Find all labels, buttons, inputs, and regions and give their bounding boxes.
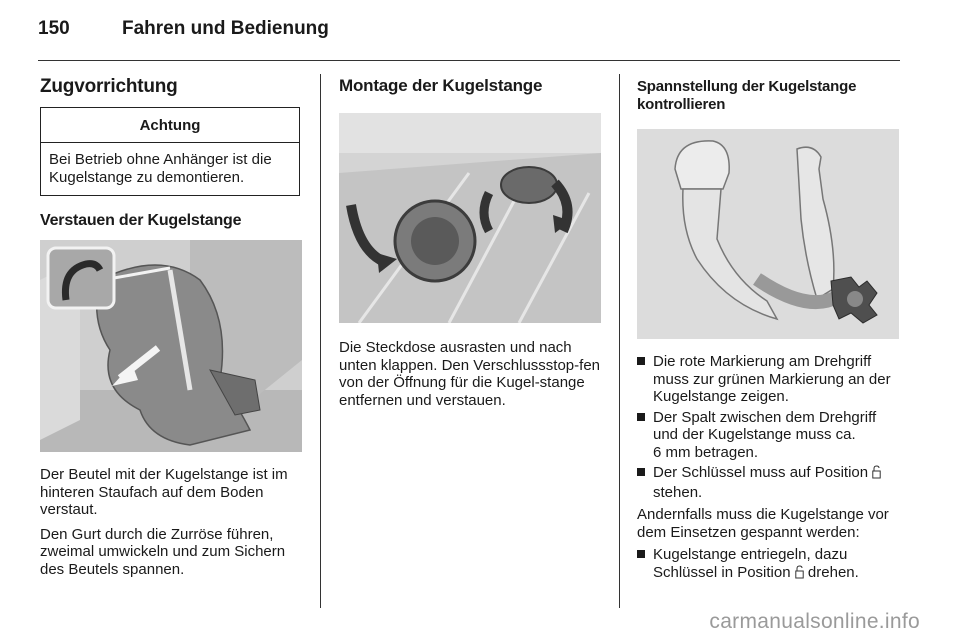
figure-socket-mount: [339, 113, 601, 323]
warning-text: Bei Betrieb ohne Anhänger ist die Kugelstange zu demontieren.: [49, 151, 272, 186]
watermark: carmanualsonline.info: [709, 610, 920, 633]
subsection-title: Verstauen der Kugelstange: [40, 212, 242, 229]
paragraph-3: Die Steckdose ausrasten und nach unten klappen. Den Verschlussstop-fen von der Öffnung für die Kugel-stange entfernen und verstauen.: [339, 339, 600, 409]
list-item-text-end: drehen.: [807, 563, 859, 581]
list-item-text: Kugelstange entriegeln, dazu Schlüssel in Position: [653, 546, 848, 581]
chapter-title: Fahren und Bedienung: [122, 18, 329, 39]
column-3: [637, 70, 901, 583]
check-list: [637, 353, 901, 501]
list-item: [637, 409, 901, 462]
column-divider-2: [619, 74, 620, 608]
open-lock-icon: [872, 465, 881, 484]
list-item-text: Der Schlüssel muss auf Position: [653, 464, 869, 481]
section-title-3-line-1: Spannstellung der Kugelstange: [637, 78, 857, 95]
page-header: [38, 18, 329, 40]
list-item: [637, 464, 901, 501]
action-list: [637, 546, 901, 583]
paragraph-4: Andernfalls muss die Kugelstange vor dem Einsetzen gespannt werden:: [637, 506, 889, 541]
list-item: [637, 546, 901, 583]
list-item-text-cont: 6 mm betragen.: [653, 443, 759, 461]
warning-box: [40, 107, 300, 196]
column-2: [339, 70, 603, 409]
open-lock-icon: [795, 565, 804, 584]
figure-bag-storage: [40, 240, 302, 452]
list-item-text: Der Spalt zwischen dem Drehgriff und der Kugelstange muss ca.: [653, 408, 877, 443]
list-item-text: Die rote Markierung am Drehgriff muss zur grünen Markierung an der Kugelstange zeigen.: [653, 353, 891, 405]
section-title: Zugvorrichtung: [40, 76, 178, 97]
paragraph-2: Den Gurt durch die Zurröse führen, zweimal umwickeln und zum Sichern des Beutels spannen.: [40, 525, 286, 578]
column-1: [40, 70, 304, 578]
page-number: 150: [38, 18, 70, 39]
header-rule: [38, 60, 900, 61]
paragraph-1: Der Beutel mit der Kugelstange ist im hinteren Staufach auf dem Boden verstaut.: [40, 466, 288, 518]
section-title-2: Montage der Kugelstange: [339, 76, 543, 95]
list-item: [637, 353, 901, 406]
list-item-text-end: stehen.: [653, 483, 703, 501]
figure-tow-bar: [637, 129, 899, 339]
warning-title: Achtung: [41, 108, 299, 143]
section-title-3-line-2: kontrollieren: [637, 96, 726, 113]
column-divider-1: [320, 74, 321, 608]
